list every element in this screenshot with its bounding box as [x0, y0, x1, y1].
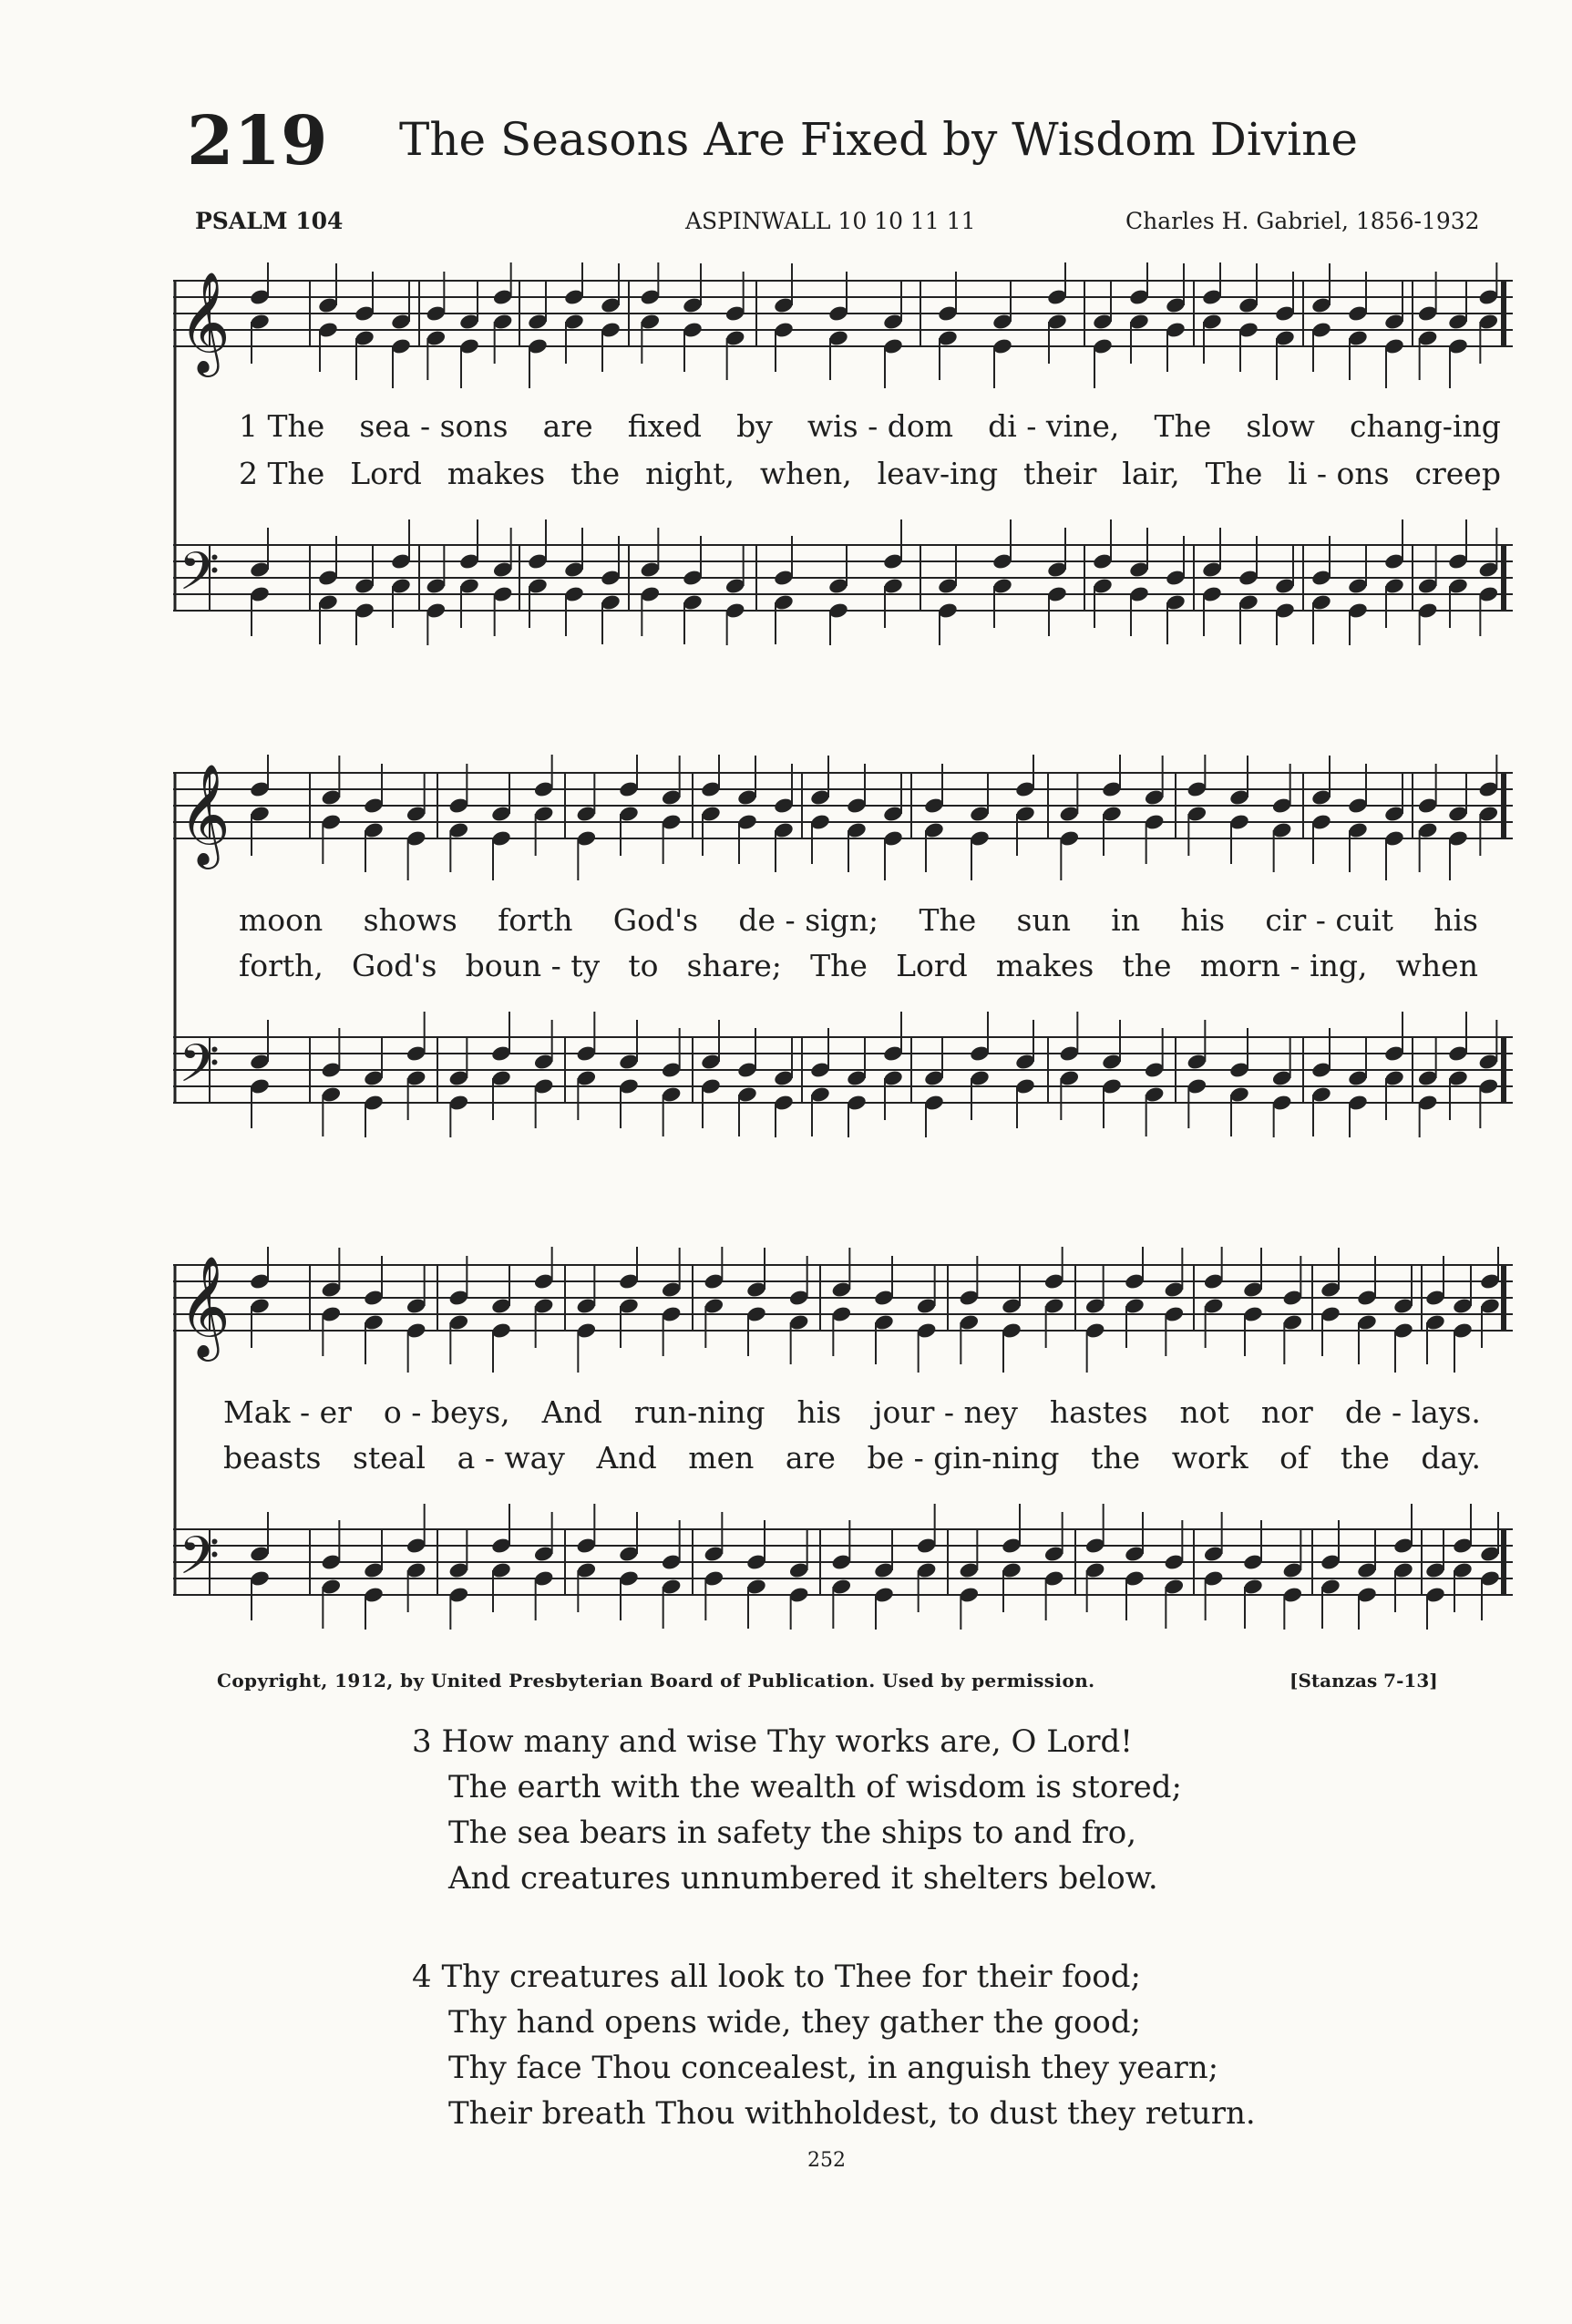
lyric-word: slow: [1246, 408, 1315, 444]
lyric-word: leav-ing: [877, 456, 999, 491]
stanza-line: 4 Thy creatures all look to Thee for their food;: [412, 1959, 1141, 1995]
lyric-word: wis - dom: [807, 408, 954, 444]
treble-clef: 𝄞: [179, 1255, 231, 1357]
stanza-reference: [Stanzas 7-13]: [1289, 1670, 1438, 1692]
music-system-1: [173, 262, 1513, 645]
lyric-word: the: [1340, 1440, 1390, 1476]
lyric-word: his: [1433, 902, 1478, 938]
stanza-line: Their breath Thou withholdest, to dust they return.: [448, 2095, 1256, 2132]
verse2-lyrics-system3: [223, 1440, 1481, 1476]
verse1-lyrics-system2: [239, 902, 1478, 938]
lyric-word: cir - cuit: [1265, 902, 1393, 938]
lyric-word: sun: [1016, 902, 1071, 938]
stanza-3: [412, 1719, 1182, 1901]
composer: Charles H. Gabriel, 1856-1932: [1125, 208, 1480, 234]
lyric-word: boun - ty: [465, 948, 601, 983]
verse1-lyrics-system3: [223, 1394, 1481, 1430]
lyric-word: The: [810, 948, 868, 983]
lyric-word: o - beys,: [383, 1394, 510, 1430]
lyric-word: 1 The: [239, 408, 325, 444]
copyright-notice: Copyright, 1912, by United Presbyterian Board of Publication. Used by permission.: [217, 1670, 1095, 1692]
bass-clef: 𝄢: [179, 1033, 221, 1107]
lyric-word: creep: [1414, 456, 1501, 491]
verse2-lyrics-system1: [239, 456, 1501, 491]
lyric-word: not: [1179, 1394, 1229, 1430]
lyric-word: steal: [353, 1440, 426, 1476]
stanza-4: [412, 1954, 1256, 2136]
lyric-word: when: [1395, 948, 1478, 983]
verse1-lyrics-system1: [239, 408, 1501, 444]
stanza-line: 3 How many and wise Thy works are, O Lord!: [412, 1723, 1133, 1760]
lyric-word: in: [1111, 902, 1141, 938]
lyric-word: to: [628, 948, 659, 983]
lyric-word: the: [1122, 948, 1172, 983]
lyric-word: God's: [612, 902, 699, 938]
lyric-word: shows: [363, 902, 457, 938]
lyric-word: a - way: [457, 1440, 565, 1476]
lyric-word: nor: [1260, 1394, 1313, 1430]
lyric-word: fixed: [627, 408, 702, 444]
hymn-number: 219: [187, 102, 328, 180]
lyric-word: the: [570, 456, 621, 491]
lyric-word: night,: [645, 456, 735, 491]
treble-clef: 𝄞: [179, 271, 231, 373]
verse2-lyrics-system2: [239, 948, 1478, 983]
lyric-word: lair,: [1122, 456, 1180, 491]
tune-name: ASPINWALL 10 10 11 11: [685, 208, 976, 234]
lyric-word: are: [542, 408, 593, 444]
stanza-line: The sea bears in safety the ships to and fro,: [448, 1815, 1137, 1851]
stanza-line: Thy face Thou concealest, in anguish they yearn;: [448, 2050, 1219, 2086]
lyric-word: Lord: [896, 948, 968, 983]
lyric-word: jour - ney: [873, 1394, 1018, 1430]
lyric-word: forth,: [239, 948, 324, 983]
stanza-line: Thy hand opens wide, they gather the good;: [448, 2004, 1142, 2041]
lyric-word: of: [1279, 1440, 1310, 1476]
lyric-word: The: [919, 902, 977, 938]
hymn-title: The Seasons Are Fixed by Wisdom Divine: [399, 113, 1358, 166]
psalm-reference: PSALM 104: [195, 208, 344, 234]
lyric-word: The: [1205, 456, 1263, 491]
stanza-line: The earth with the wealth of wisdom is stored;: [448, 1769, 1182, 1805]
lyric-word: God's: [352, 948, 437, 983]
lyric-word: work: [1171, 1440, 1248, 1476]
lyric-word: di - vine,: [988, 408, 1120, 444]
music-system-3: [173, 1247, 1513, 1630]
lyric-word: The: [1154, 408, 1212, 444]
lyric-word: makes: [447, 456, 546, 491]
lyric-word: And: [541, 1394, 602, 1430]
lyric-word: de - sign;: [738, 902, 879, 938]
lyric-word: Mak - er: [223, 1394, 352, 1430]
lyric-word: makes: [995, 948, 1094, 983]
lyric-word: Lord: [350, 456, 422, 491]
lyric-word: share;: [686, 948, 782, 983]
lyric-word: his: [796, 1394, 842, 1430]
lyric-word: by: [736, 408, 773, 444]
lyric-word: are: [785, 1440, 836, 1476]
lyric-word: men: [688, 1440, 755, 1476]
lyric-word: morn - ing,: [1199, 948, 1368, 983]
lyric-word: chang-ing: [1350, 408, 1501, 444]
music-system-2: [173, 755, 1513, 1137]
lyric-word: be - gin-ning: [867, 1440, 1060, 1476]
lyric-word: his: [1180, 902, 1226, 938]
lyric-word: run-ning: [633, 1394, 765, 1430]
lyric-word: And: [596, 1440, 657, 1476]
lyric-word: sea - sons: [359, 408, 509, 444]
lyric-word: moon: [239, 902, 324, 938]
lyric-word: forth: [498, 902, 573, 938]
lyric-word: 2 The: [239, 456, 325, 491]
page-number: 252: [807, 2149, 846, 2172]
lyric-word: beasts: [223, 1440, 322, 1476]
lyric-word: de - lays.: [1344, 1394, 1481, 1430]
bass-clef: 𝄢: [179, 540, 221, 615]
lyric-word: their: [1023, 456, 1097, 491]
stanza-line: And creatures unnumbered it shelters below.: [448, 1860, 1158, 1897]
lyric-word: li - ons: [1288, 456, 1390, 491]
lyric-word: hastes: [1049, 1394, 1148, 1430]
lyric-word: when,: [759, 456, 852, 491]
treble-clef: 𝄞: [179, 763, 231, 865]
lyric-word: the: [1091, 1440, 1141, 1476]
bass-clef: 𝄢: [179, 1525, 221, 1599]
lyric-word: day.: [1421, 1440, 1481, 1476]
